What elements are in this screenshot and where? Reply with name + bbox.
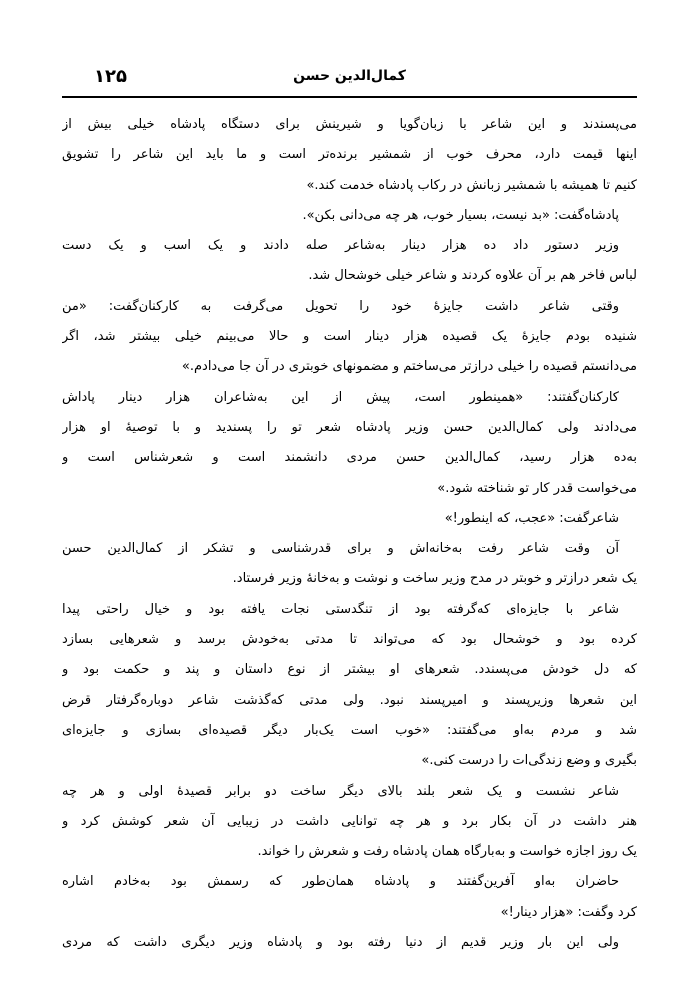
text-line: می‌دانستم قصیده را خیلی درازتر می‌ساختم و مضمونهای خوبتری در آن جا می‌دادم.» (181, 359, 637, 375)
text-line: که دل خودش می‌پسندد. شعرهای او بیشتر از نوع داستان و پند و حکمت بود و (62, 662, 637, 678)
body-text (62, 110, 637, 958)
running-title: کمال‌الدین حسن (293, 68, 406, 84)
text-line: شد و مردم به‌او می‌گفتند: «خوب است یک‌بار دیگر قصیده‌ای بسازی و جایزه‌ای (62, 722, 637, 738)
text-line: اینها قیمت دارد، محرف خوب از شمشیر برنده‌تر است و ما باید این شاعر را تشویق (62, 147, 637, 163)
text-line: ولی این بار وزیر قدیم از دنیا رفته بود و پادشاه وزیر دیگری داشت که مردی (62, 935, 619, 951)
text-line: یک روز اجازه خواست و به‌بارگاه همان پادشاه رفت و شعرش را خواند. (257, 844, 637, 860)
text-line: وقتی شاعر داشت جایزهٔ خود را تحویل می‌گرفت به کارکنان‌گفت: «من (62, 298, 619, 314)
text-line: شنیده بودم جایزهٔ یک قصیده هزار دینار است و حالا می‌بینم خیلی بیشتر شد، اگر (62, 329, 637, 345)
text-line: به‌ده هزار رسید، کمال‌الدین حسن مردی دانشمند است و شعرشناس است و (62, 450, 637, 466)
text-line: شاعرگفت: «عجب، که اینطور!» (444, 510, 619, 526)
text-line: پادشاه‌گفت: «بد نیست، بسیار خوب، هر چه می‌دانی بکن». (302, 207, 619, 223)
text-line: لباس فاخر هم بر آن علاوه کردند و شاعر خیلی خوشحال شد. (308, 268, 637, 284)
text-line: این شعرها وزیرپسند و امیرپسند نبود. ولی مدتی که‌گذشت شاعر دوباره‌گرفتار قرض (62, 692, 637, 708)
book-page (62, 62, 637, 951)
text-line: می‌پسندند و این شاعر با زبان‌گویا و شیرینش برای دستگاه پادشاه خیلی بیش از (62, 117, 637, 132)
page-header (62, 62, 637, 92)
text-line: شاعر با جایزه‌ای که‌گرفته بود از تنگدستی نجات یافته بود و خیال راحتی پیدا (62, 601, 619, 617)
text-line: یک شعر درازتر و خوبتر در مدح وزیر ساخت و نوشت و به‌خانهٔ وزیر فرستاد. (232, 571, 637, 587)
text-line: کرد وگفت: «هزار دینار!» (500, 904, 637, 920)
page-number: ۱۲۵ (94, 66, 127, 87)
text-line: وزیر دستور داد ده هزار دینار به‌شاعر صله دادند و یک اسب و یک دست (62, 238, 619, 254)
text-line: آن وقت شاعر رفت به‌خانه‌اش و برای قدرشناسی و تشکر از کمال‌الدین حسن (62, 541, 619, 557)
text-line: می‌خواست قدر کار تو شناخته شود.» (437, 480, 637, 496)
text-line: هنر داشت در آن بکار برد و هر چه توانایی داشت در زیبایی آن شعر کوشش کرد و (62, 813, 637, 829)
text-line: می‌دادند ولی کمال‌الدین حسن وزیر پادشاه شعر تو را پسندید و با توصیهٔ او هزار (62, 419, 637, 435)
text-line: شاعر نشست و یک شعر بلند بالای دیگر ساخت دو برابر قصیدهٔ اولی و هر چه (62, 783, 619, 799)
text-line: کارکنان‌گفتند: «همینطور است، پیش از این به‌شاعران هزار دینار پاداش (62, 389, 619, 405)
text-line: کنیم تا همیشه با شمشیر زبانش در رکاب پادشاه خدمت کند.» (306, 177, 637, 193)
text-line: بگیری و وضع زندگی‌ات را درست کنی.» (421, 753, 637, 769)
header-rule (62, 96, 637, 98)
text-line: کرده بود و خوشحال بود که می‌تواند تا مدتی به‌خودش برسد و شعرهایی بسازد (62, 632, 637, 648)
text-line: حاضران به‌او آفرین‌گفتند و پادشاه همان‌طور که رسمش بود به‌خادم اشاره (62, 874, 619, 890)
